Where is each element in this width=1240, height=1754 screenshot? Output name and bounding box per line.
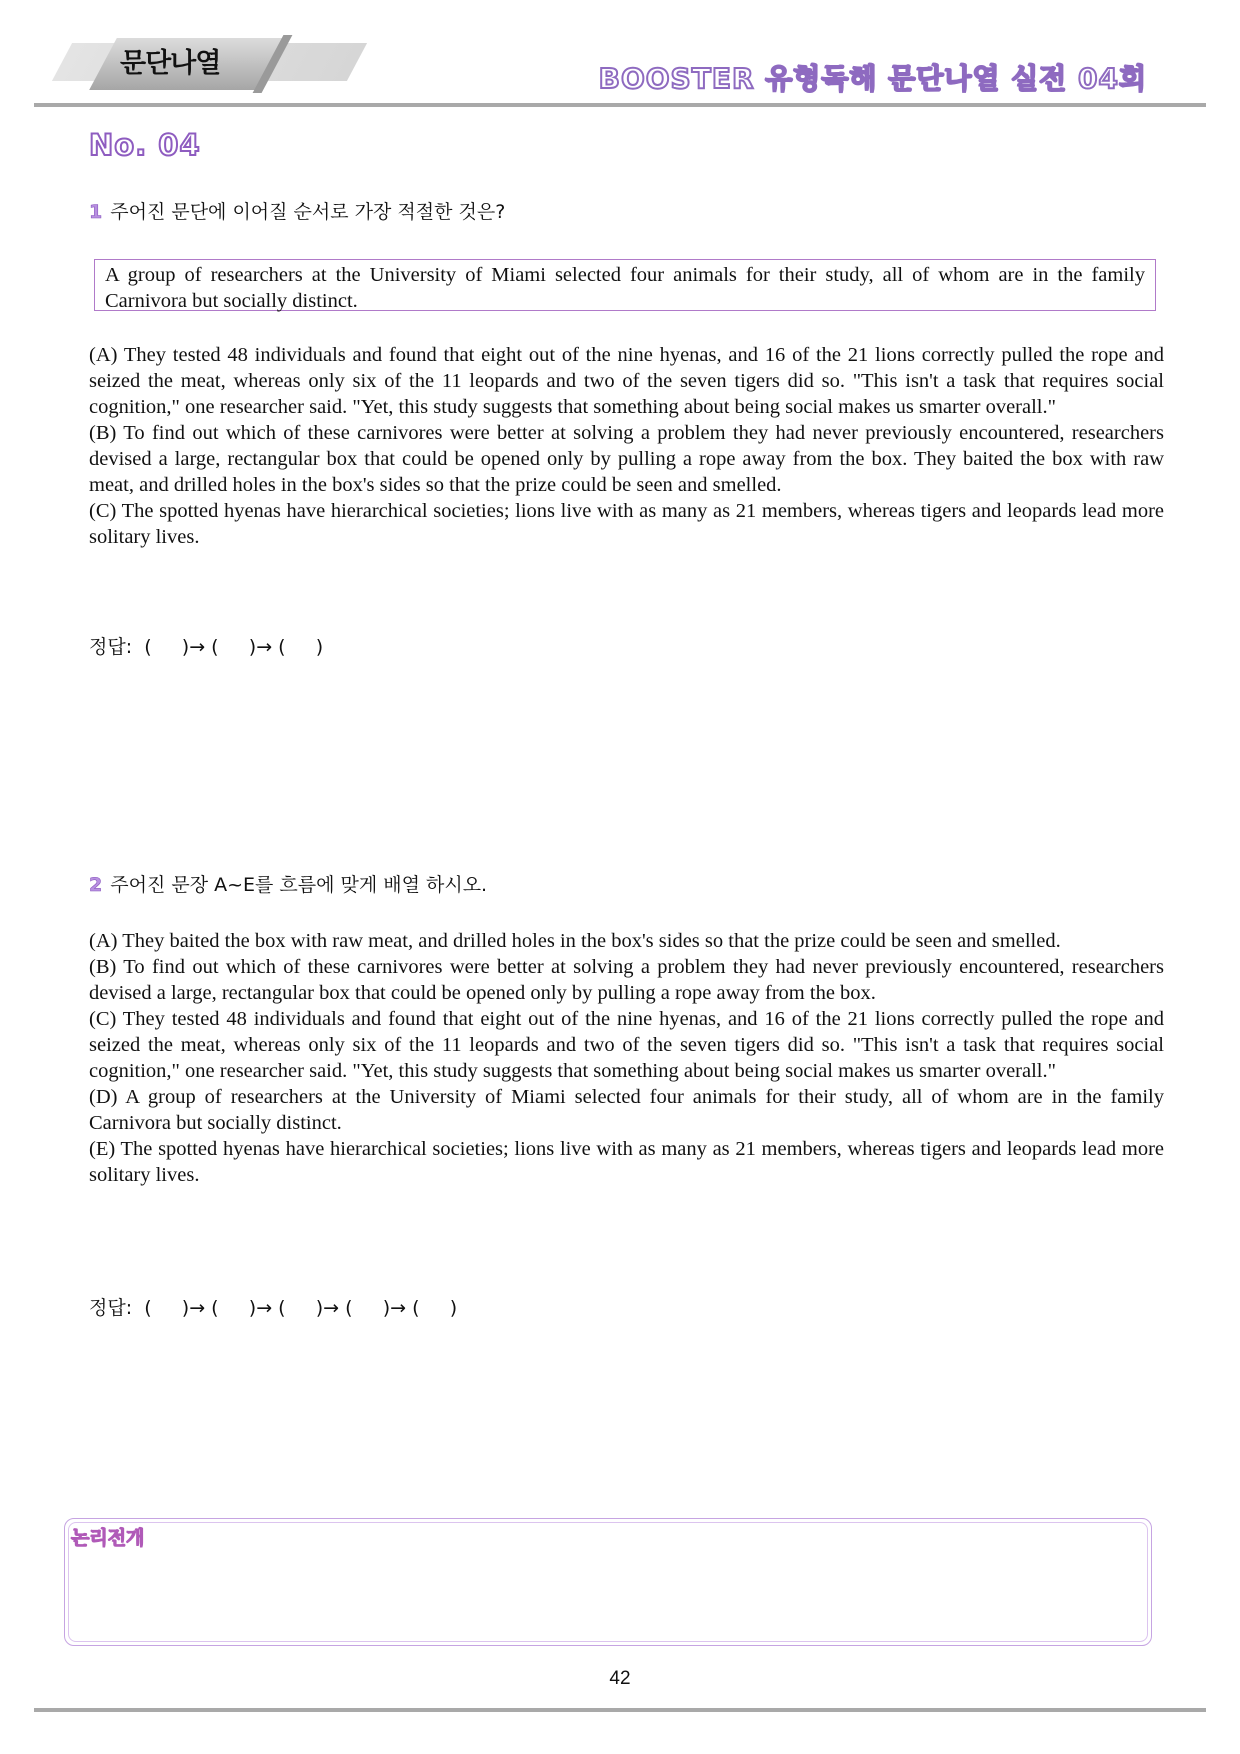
notes-box-inner [68, 1522, 1148, 1642]
question-1-given-paragraph [94, 259, 1156, 311]
q1-option-a: (A) They tested 48 individuals and found that eight out of the nine hyenas, and 16 of the 21 lions correctly pulled the rope and seized the meat, whereas only six of the 11 leopards and two of the seven tigers did so. "This isn't a task that requires social cognition," one researcher said. "Yet, this study suggests that something about being social makes us smarter overall." [89, 344, 1164, 418]
footer-divider [34, 1708, 1206, 1712]
question-1-answer-blank: 정답: ( )→ ( )→ ( ) [89, 636, 324, 658]
q2-option-e: (E) The spotted hyenas have hierarchical societies; lions live with as many as 21 members, whereas tigers and leopards lead more solitary lives. [89, 1138, 1164, 1186]
page-number: 42 [609, 1668, 631, 1689]
header-divider [34, 103, 1206, 107]
q2-option-a: (A) They baited the box with raw meat, and drilled holes in the box's sides so that the prize could be seen and smelled. [89, 930, 1061, 952]
question-2-number: 2 [89, 874, 103, 896]
question-2-answer-blank: 정답: ( )→ ( )→ ( )→ ( )→ ( ) [89, 1297, 458, 1319]
question-1-number: 1 [89, 201, 103, 223]
series-title: BOOSTER 유형독해 문단나열 실전 04회 [598, 62, 1147, 95]
set-title: No. 04 [89, 128, 201, 162]
notes-label: 논리전개 [71, 1527, 145, 1549]
question-2-instruction: 주어진 문장 A~E를 흐름에 맞게 배열 하시오. [110, 874, 488, 896]
question-1-heading [89, 197, 505, 224]
q2-option-b: (B) To find out which of these carnivores were better at solving a problem they had never previously encountered, researchers devised a large, rectangular box that could be opened only by pulling a rope away from the box. [89, 956, 1164, 1004]
section-label: 문단나열 [120, 48, 221, 79]
q1-option-c: (C) The spotted hyenas have hierarchical societies; lions live with as many as 21 members, whereas tigers and leopards lead more solitary lives. [89, 500, 1164, 548]
given-paragraph-text: A group of researchers at the University of Miami selected four animals for their study, all of whom are in the family Carnivora but socially distinct. [105, 264, 1145, 312]
q1-option-b: (B) To find out which of these carnivores were better at solving a problem they had never previously encountered, researchers devised a large, rectangular box that could be opened only by pulling a rope away from the box. They baited the box with raw meat, and drilled holes in the box's sides so that the prize could be seen and smelled. [89, 422, 1164, 496]
q2-option-d: (D) A group of researchers at the University of Miami selected four animals for their study, all of whom are in the family Carnivora but socially distinct. [89, 1086, 1164, 1134]
question-2-options [89, 928, 1164, 1188]
question-2-heading [89, 870, 487, 897]
question-1-options [89, 342, 1164, 550]
question-1-instruction: 주어진 문단에 이어질 순서로 가장 적절한 것은? [110, 201, 506, 223]
q2-option-c: (C) They tested 48 individuals and found that eight out of the nine hyenas, and 16 of the 21 lions correctly pulled the rope and seized the meat, whereas only six of the 11 leopards and two of the seven tigers did so. "This isn't a task that requires social cognition," one researcher said. "Yet, this study suggests that something about being social makes us smarter overall." [89, 1008, 1164, 1082]
